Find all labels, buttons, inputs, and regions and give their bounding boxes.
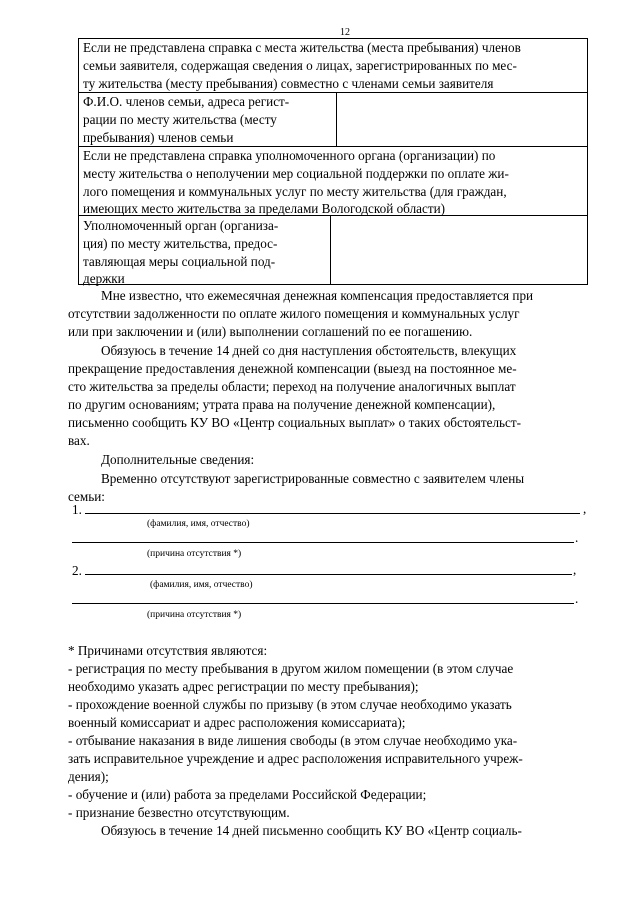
member1-reason-line[interactable] [72,542,574,543]
footnote-line4: - прохождение военной службы по призыву (в этом случае необходимо указать [68,697,512,712]
para2-line2: прекращение предоставления денежной компенсации (выезд на постоянное ме- [68,361,517,376]
table-row1-line1: Если не представлена справка с места жительства (места пребывания) членов [83,40,521,55]
para1-line2: отсутствии задолженности по оплате жилого помещения и коммунальных услуг [68,306,520,321]
absent-members-line1: Временно отсутствуют зарегистрированные совместно с заявителем члены [101,471,525,486]
table-row4-label-line3: тавляющая меры социальной под- [83,254,276,269]
para2-line1: Обязуюсь в течение 14 дней со дня наступления обстоятельств, влекущих [101,343,517,358]
member2-reason-caption: (причина отсутствия *) [147,610,242,620]
member2-fio-caption: (фамилия, имя, отчество) [150,580,253,590]
table-row3-line2: месту жительства о неполучении мер социальной поддержки по оплате жи- [83,166,509,181]
table-row3-line4: имеющих место жительства за пределами Вологодской области) [83,201,446,216]
footnote-line5: военный комиссариат и адрес расположения комиссариата); [68,715,406,730]
footnote-heading: * Причинами отсутствия являются: [68,643,268,658]
absent-members-line2: семьи: [68,489,105,504]
table-row2-label-line1: Ф.И.О. членов семьи, адреса регист- [83,94,290,109]
member1-fio-comma: , [583,501,587,516]
footnote-line6: - отбывание наказания в виде лишения свободы (в этом случае необходимо ука- [68,733,518,748]
member1-fio-line[interactable] [85,513,580,514]
page-number: 12 [340,27,350,38]
member1-number: 1. [72,502,82,517]
table-row2-label-line3: пребывания) членов семьи [83,130,234,145]
table-row3-line1: Если не представлена справка уполномоченного органа (организации) по [83,148,496,163]
para2-line3: сто жительства за пределы области; переход на получение аналогичных выплат [68,379,516,394]
table-row4-label-line2: ция) по месту жительства, предос- [83,236,278,251]
para1-line3: или при заключении и (или) выполнении соглашений по ее погашению. [68,324,473,339]
table-row2-label-line2: рации по месту жительства (месту [83,112,277,127]
table-row1-line2: семьи заявителя, содержащая сведения о лицах, зарегистрированных по мес- [83,58,517,73]
table-row4-label-line4: держки [83,271,125,286]
member1-reason-period: . [575,530,579,545]
member1-reason-caption: (причина отсутствия *) [147,549,242,559]
para2-line4: по другим основаниям; утрата права на получение денежной компенсации), [68,397,496,412]
para1-line1: Мне известно, что ежемесячная денежная компенсация предоставляется при [101,288,534,303]
final-commitment-line: Обязуюсь в течение 14 дней письменно сообщить КУ ВО «Центр социаль- [101,823,522,838]
footnote-line8: дения); [68,769,109,784]
additional-info-heading: Дополнительные сведения: [101,452,255,467]
footnote-line9: - обучение и (или) работа за пределами Российской Федерации; [68,787,427,802]
table-row4-label-line1: Уполномоченный орган (организа- [83,218,279,233]
footnote-line10: - признание безвестно отсутствующим. [68,805,290,820]
footnote-line2: - регистрация по месту пребывания в другом жилом помещении (в этом случае [68,661,514,676]
para2-line5: письменно сообщить КУ ВО «Центр социальных выплат» о таких обстоятельст- [68,415,522,430]
member2-reason-period: . [575,591,579,606]
footnote-line3: необходимо указать адрес регистрации по месту пребывания); [68,679,419,694]
member2-reason-line[interactable] [72,603,574,604]
member2-fio-comma: , [573,562,577,577]
member1-fio-caption: (фамилия, имя, отчество) [147,519,250,529]
table-row3-line3: лого помещения и коммунальных услуг по месту жительства (для граждан, [83,184,507,199]
para2-line6: вах. [68,433,90,448]
footnote-line7: зать исправительное учреждение и адрес расположения исправительного учреж- [68,751,523,766]
member2-fio-line[interactable] [85,574,572,575]
table-row1-line3: ту жительства (месту пребывания) совместно с членами семьи заявителя [83,76,494,91]
member2-number: 2. [72,563,82,578]
